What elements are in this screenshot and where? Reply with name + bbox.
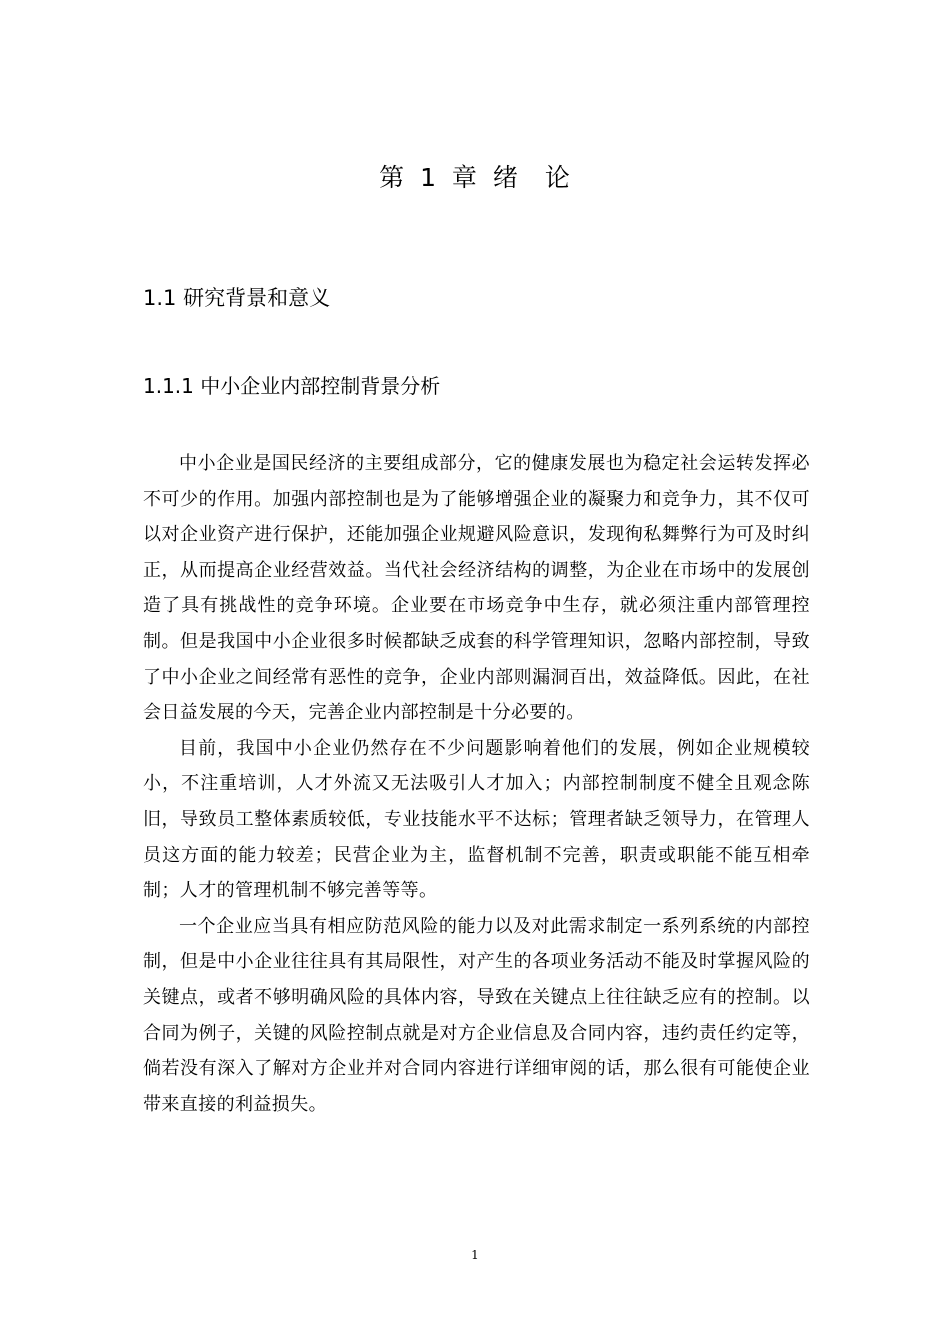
section-title: 1.1 研究背景和意义 [143, 286, 331, 310]
paragraph: 中小企业是国民经济的主要组成部分，它的健康发展也为稳定社会运转发挥必不可少的作用。加强内部控制也是为了能够增强企业的凝聚力和竞争力，其不仅可以对企业资产进行保护，还能加强企业规避风险意识，发现徇私舞弊行为可及时纠正，从而提高企业经营效益。当代社会经济结构的调整，为企业在市场中的发展创造了具有挑战性的竞争环境。企业要在市场竞争中生存，就必须注重内部管理控制。但是我国中小企业很多时候都缺乏成套的科学管理知识，忽略内部控制，导致了中小企业之间经常有恶性的竞争，企业内部则漏洞百出，效益降低。因此，在社会日益发展的今天，完善企业内部控制是十分必要的。 [143, 453, 810, 724]
subsection-title: 1.1.1 中小企业内部控制背景分析 [143, 374, 441, 398]
chapter-title: 第 1 章 绪 论 [379, 163, 571, 192]
paragraph: 目前，我国中小企业仍然存在不少问题影响着他们的发展，例如企业规模较小，不注重培训，人才外流又无法吸引人才加入；内部控制制度不健全且观念陈旧，导致员工整体素质较低，专业技能水平不达标；管理者缺乏领导力，在管理人员这方面的能力较差；民营企业为主，监督机制不完善，职责或职能不能互相牵制；人才的管理机制不够完善等等。 [143, 737, 810, 902]
page-number: 1 [471, 1248, 479, 1262]
paragraph: 一个企业应当具有相应防范风险的能力以及对此需求制定一系列系统的内部控制，但是中小企业往往具有其局限性，对产生的各项业务活动不能及时掌握风险的关键点，或者不够明确风险的具体内容，导致在关键点上往往缺乏应有的控制。以合同为例子，关键的风险控制点就是对方企业信息及合同内容，违约责任约定等，倘若没有深入了解对方企业并对合同内容进行详细审阅的话，那么很有可能使企业带来直接的利益损失。 [143, 915, 810, 1115]
body-text [143, 446, 810, 1122]
